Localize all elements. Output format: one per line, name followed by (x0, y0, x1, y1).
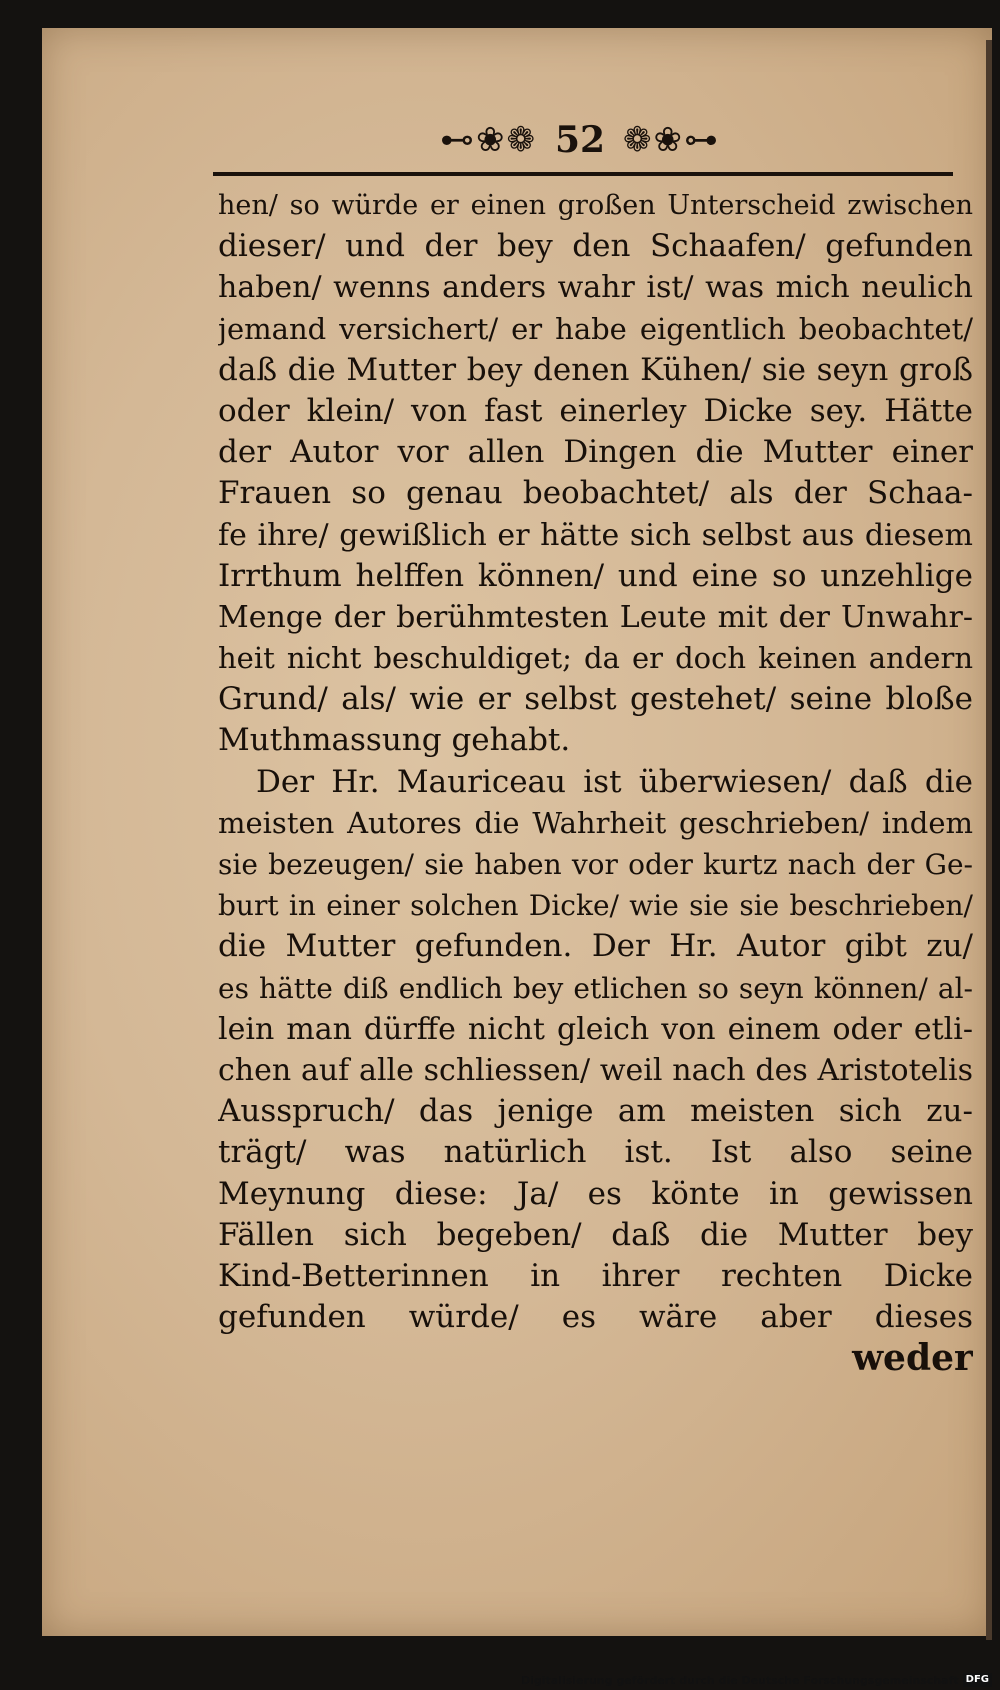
ornament-right: ❁❀⊶ (623, 120, 721, 160)
text-line: dieser/ und der bey den Schaafen/ gefunden (218, 228, 973, 265)
ornament-left: ⊷❀❁ (439, 120, 537, 160)
text-line: Grund/ als/ wie er selbst gestehet/ seine bloße (218, 681, 973, 718)
text-line: haben/ wenns anders wahr ist/ was mich neulich (218, 270, 973, 306)
credit-text: Digitalisierung gefördert durch die Deutsche Forschungsgemeinschaft (520, 1673, 959, 1687)
header-rule (213, 172, 953, 176)
page-number: 52 (554, 119, 606, 161)
text-line: hen/ so würde er einen großen Unterscheid zwischen (218, 190, 973, 221)
catchword: weder (852, 1338, 973, 1380)
text-line: Ausspruch/ das jenige am meisten sich zu- (218, 1093, 973, 1130)
text-line: gefunden würde/ es wäre aber dieses (218, 1299, 973, 1336)
body-text (218, 185, 973, 1379)
page-edge (986, 40, 992, 1640)
text-line: der Autor vor allen Dingen die Mutter einer (218, 434, 973, 471)
text-line: es hätte diß endlich bey etlichen so seyn können/ al- (218, 971, 973, 1005)
text-line: Irrthum helffen können/ und eine so unzehlige (218, 557, 973, 594)
text-line: fe ihre/ gewißlich er hätte sich selbst aus diesem (218, 517, 973, 553)
text-line: Fällen sich begeben/ daß die Mutter bey (218, 1216, 973, 1253)
text-line: Menge der berühmtesten Leute mit der Unwahr- (218, 599, 973, 635)
text-line: Kind-Betterinnen in ihrer rechten Dicke (218, 1257, 973, 1294)
dfg-logo: DFG (963, 1673, 992, 1687)
text-line: Muthmassung gehabt. (218, 722, 571, 759)
text-line: trägt/ was natürlich ist. Ist also seine (218, 1134, 973, 1171)
text-line: burt in einer solchen Dicke/ wie sie sie beschrieben/ (218, 889, 973, 923)
text-line: oder klein/ von fast einerley Dicke sey. Hätte (218, 392, 973, 429)
text-line: lein man dürffe nicht gleich von einem oder etli- (218, 1011, 973, 1047)
text-line: jemand versichert/ er habe eigentlich beobachtet/ (218, 311, 973, 346)
digitization-credit (521, 1670, 992, 1690)
text-line: Der Hr. Mauriceau ist überwiesen/ daß die (256, 763, 973, 800)
text-line: sie bezeugen/ sie haben vor oder kurtz nach der Ge- (218, 848, 973, 881)
text-line: Frauen so genau beobachtet/ als der Schaa- (218, 475, 973, 512)
text-line: Meynung diese: Ja/ es könte in gewissen (218, 1175, 973, 1212)
text-line: heit nicht beschuldiget; da er doch keinen andern (218, 641, 973, 676)
text-line: daß die Mutter bey denen Kühen/ sie seyn groß (218, 351, 973, 388)
page-header (200, 115, 960, 165)
text-line: meisten Autores die Wahrheit geschrieben/ indem (218, 805, 973, 840)
text-line: die Mutter gefunden. Der Hr. Autor gibt zu/ (218, 928, 973, 965)
text-line: chen auf alle schliessen/ weil nach des Aristotelis (218, 1052, 973, 1088)
